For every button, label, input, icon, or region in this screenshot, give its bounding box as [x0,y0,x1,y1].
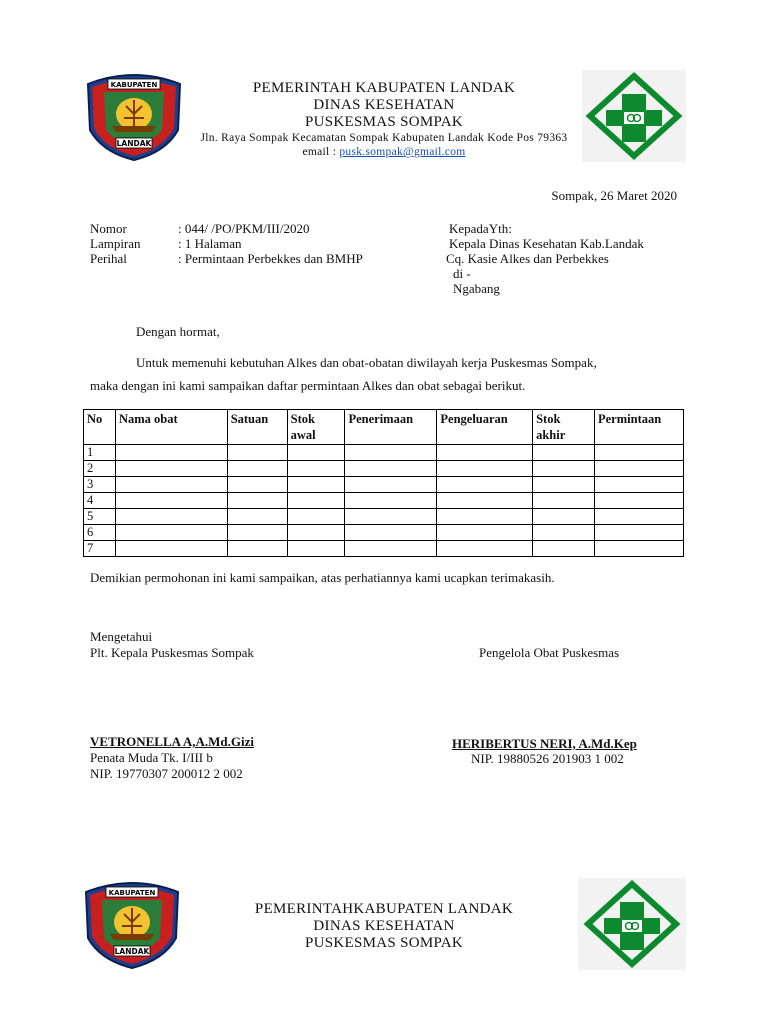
perihal-label: Perihal [90,251,127,266]
row-number: 5 [84,509,116,525]
logo-kabupaten-text: KABUPATEN [110,81,158,89]
row-number: 4 [84,493,116,509]
puskesmas-logo [582,70,686,162]
recipient-line-5: Ngabang [453,281,500,296]
lampiran-value: : 1 Halaman [178,236,242,251]
sign-right-name: HERIBERTUS NERI, A.Md.Kep [452,736,637,751]
nomor-value: : 044/ /PO/PKM/III/2020 [178,221,310,236]
header-line-1: PEMERINTAH KABUPATEN LANDAK [252,80,516,96]
sign-left-line-1: Mengetahui [90,629,153,644]
logo-landak-text: LANDAK [116,139,152,148]
header-address: Jln. Raya Sompak Kecamatan Sompak Kabupaten Landak Kode Pos 79363 [200,132,568,144]
col-header-stok-akhir: Stok akhir [533,410,595,445]
sign-left-name: VETRONELLA A,A.Md.Gizi [90,734,254,749]
header-line-3: PUSKESMAS SOMPAK [304,114,464,130]
table-row [84,541,684,557]
header-line-2: DINAS KESEHATAN [313,97,455,113]
email-label: email : [302,146,340,158]
footer-line-1: PEMERINTAHKABUPATEN LANDAK [254,901,514,917]
col-header-satuan: Satuan [227,410,287,445]
row-number: 7 [84,541,116,557]
logo-kabupaten-text: KABUPATEN [108,889,156,897]
table-header-row [84,410,684,445]
logo-landak-text: LANDAK [114,947,150,956]
sign-right-line-1: Pengelola Obat Puskesmas [479,645,620,660]
recipient-line-3: Cq. Kasie Alkes dan Perbekkes [446,251,609,266]
sign-right-nip: NIP. 19880526 201903 1 002 [471,751,624,766]
request-table [83,409,684,557]
col-header-no: No [84,410,116,445]
table-row [84,493,684,509]
recipient-line-4: di - [453,266,471,281]
table-row [84,525,684,541]
col-header-permintaan: Permintaan [595,410,684,445]
sign-left-nip: NIP. 19770307 200012 2 002 [90,766,243,781]
lampiran-label: Lampiran [90,236,141,251]
col-header-nama-obat: Nama obat [115,410,227,445]
body-paragraph-line-2: maka dengan ini kami sampaikan daftar permintaan Alkes dan obat sebagai berikut. [90,378,526,393]
recipient-line-1: KepadaYth: [449,221,512,236]
row-number: 6 [84,525,116,541]
table-row [84,477,684,493]
letter-date: Sompak, 26 Maret 2020 [551,188,677,203]
row-number: 1 [84,445,116,461]
col-header-stok-awal: Stok awal [287,410,345,445]
email-link[interactable]: pusk.sompak@gmail.com [339,146,466,158]
table-row [84,509,684,525]
col-header-penerimaan: Penerimaan [345,410,437,445]
puskesmas-logo-footer [578,878,686,970]
table-row [84,445,684,461]
footer-line-3: PUSKESMAS SOMPAK [304,935,464,951]
closing-paragraph: Demikian permohonan ini kami sampaikan, atas perhatiannya kami ucapkan terimakasih. [90,570,555,585]
table-row [84,461,684,477]
perihal-value: : Permintaan Perbekkes dan BMHP [178,251,363,266]
recipient-line-2: Kepala Dinas Kesehatan Kab.Landak [449,236,644,251]
row-number: 2 [84,461,116,477]
nomor-label: Nomor [90,221,127,236]
row-number: 3 [84,477,116,493]
sign-left-rank: Penata Muda Tk. I/III b [90,750,213,765]
body-paragraph-line-1: Untuk memenuhi kebutuhan Alkes dan obat-obatan diwilayah kerja Puskesmas Sompak, [136,355,597,370]
sign-left-line-2: Plt. Kepala Puskesmas Sompak [90,645,254,660]
footer-line-2: DINAS KESEHATAN [313,918,455,934]
greeting: Dengan hormat, [136,324,220,339]
col-header-pengeluaran: Pengeluaran [437,410,533,445]
